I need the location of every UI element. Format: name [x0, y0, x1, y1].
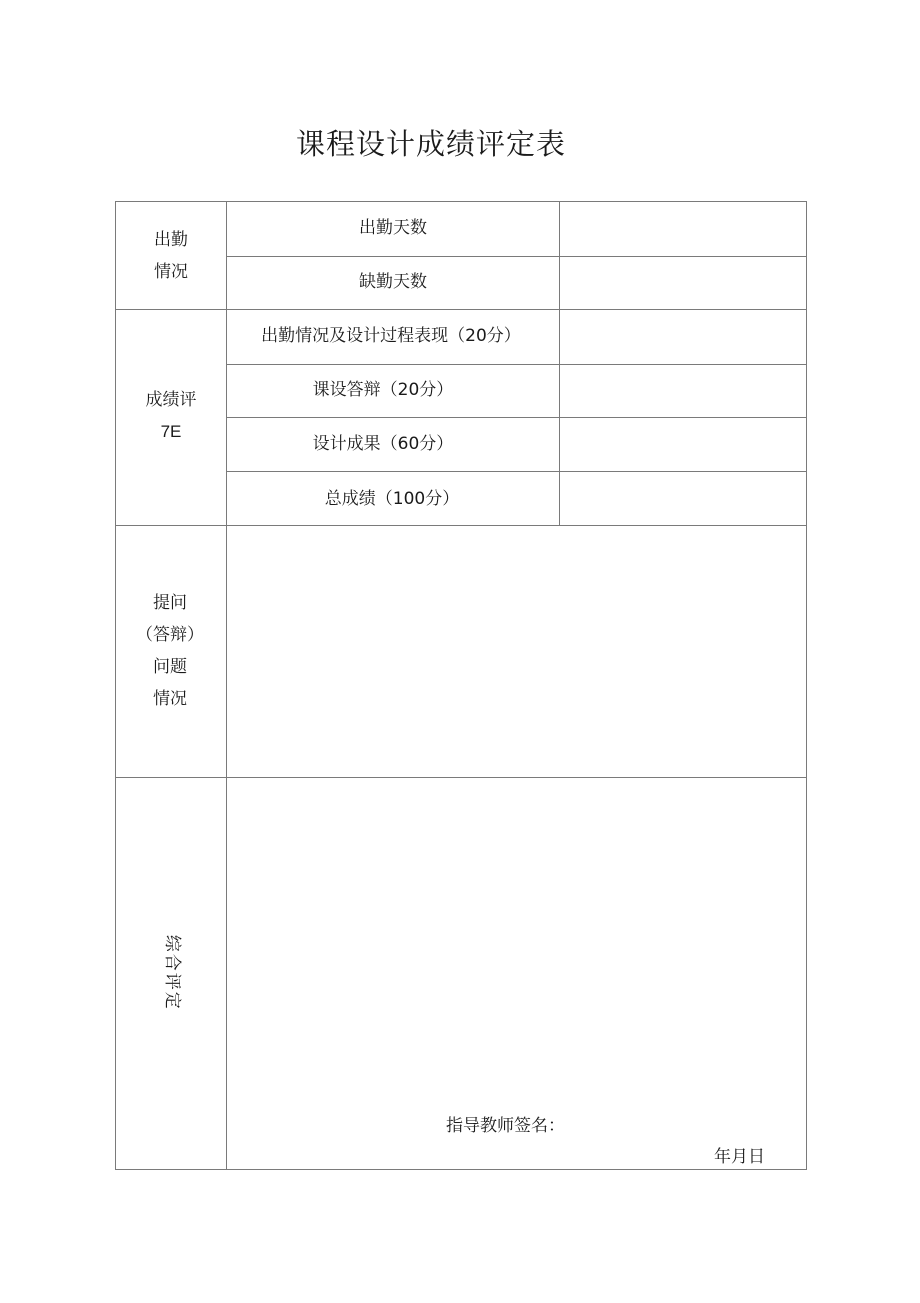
row-divider: [227, 417, 807, 418]
process-score-label: 出勤情况及设计过程表现（20分）: [261, 326, 521, 346]
grade-label-line1: 成绩评: [145, 390, 197, 410]
column-divider: [226, 201, 227, 1170]
design-result-score-label: 设计成果（60分）: [312, 434, 454, 454]
total-score-value[interactable]: [575, 491, 795, 515]
questions-section-label: [136, 587, 204, 715]
absence-days-label: 缺勤天数: [359, 272, 427, 292]
column-divider: [559, 201, 560, 525]
total-score-label: 总成绩（100分）: [324, 489, 460, 509]
row-divider: [115, 525, 807, 526]
grade-section-label: [146, 384, 197, 448]
questions-label-line2: （答辩）: [136, 625, 204, 645]
questions-label-line1: 提问: [153, 593, 187, 613]
questions-content-area[interactable]: [240, 540, 795, 765]
row-divider: [115, 777, 807, 778]
advisor-signature-label: 指导教师签名：: [446, 1116, 565, 1136]
row-divider: [115, 309, 807, 310]
row-divider: [227, 256, 807, 257]
questions-label-line4: 情况: [153, 689, 187, 709]
row-divider: [227, 364, 807, 365]
attendance-days-value[interactable]: [575, 220, 795, 244]
grade-label-line2: 7E: [160, 422, 182, 441]
date-label: 年月日: [714, 1147, 765, 1167]
defense-score-value[interactable]: [575, 382, 795, 406]
page-title: 课程设计成绩评定表: [295, 127, 566, 161]
design-result-score-value[interactable]: [575, 436, 795, 460]
attendance-label-line1: 出勤: [154, 230, 188, 250]
questions-label-line3: 问题: [153, 657, 187, 677]
overall-content-area[interactable]: [240, 792, 795, 1092]
attendance-label-line2: 情况: [154, 262, 188, 282]
defense-score-label: 课设答辩（20分）: [312, 380, 454, 400]
overall-section-label: 综合评定: [161, 934, 182, 1011]
absence-days-value[interactable]: [575, 274, 795, 298]
row-divider: [227, 471, 807, 472]
attendance-days-label: 出勤天数: [359, 218, 427, 238]
process-score-value[interactable]: [575, 328, 795, 352]
attendance-section-label: [154, 224, 188, 288]
